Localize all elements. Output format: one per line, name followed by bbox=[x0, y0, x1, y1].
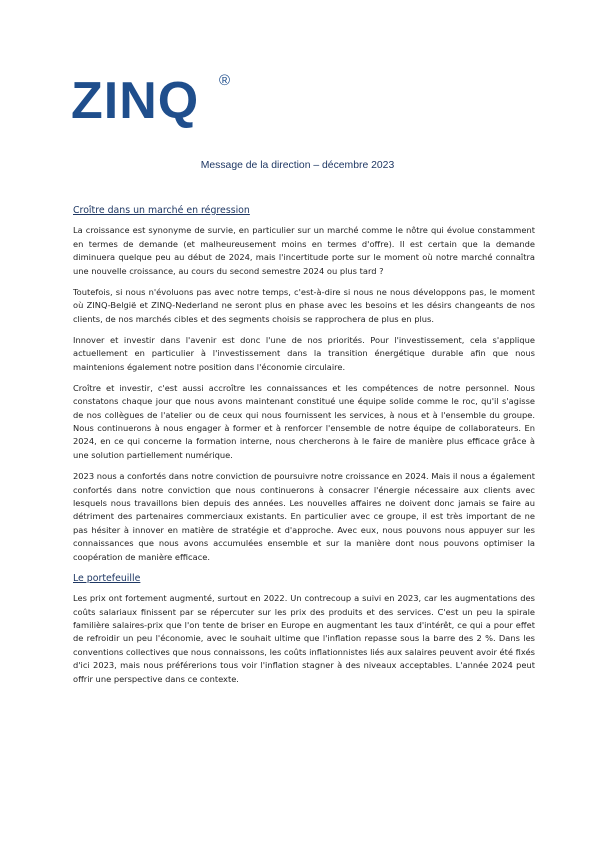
zinq-logo bbox=[71, 72, 200, 130]
paragraph: Croître et investir, c'est aussi accroître les connaissances et les compétences de notre personnel. Nous constatons chaque jour que nous avons maintenant constitué une équipe solide comme le roc, qu'il s'agisse de nos collègues de l'atelier ou de ceux qui nous fournissent les services, à nous et à l'ensemble du groupe. Nous continuerons à nous engager à former et à renforcer l'ensemble de notre équipe de collaborateurs. En 2024, en ce qui concerne la formation interne, nous chercherons à le faire de manière plus efficace grâce à une solution partiellement numérique. bbox=[73, 382, 535, 460]
paragraph: La croissance est synonyme de survie, en particulier sur un marché comme le nôtre qui évolue constamment en termes de demande (et malheureusement moins en termes d'offre). Il est certain que la demande diminuera quelque peu au début de 2024, mais l'incertitude porte sur le moment où notre marché connaîtra une nouvelle croissance, au cours du second semestre 2024 ou plus tard ? bbox=[73, 225, 535, 276]
document-body bbox=[73, 204, 535, 694]
logo-text: ZINQ bbox=[71, 72, 200, 130]
section-heading: Le portefeuille bbox=[73, 572, 141, 584]
registered-mark: ® bbox=[219, 72, 231, 89]
paragraph: 2023 nous a confortés dans notre conviction de poursuivre notre croissance en 2024. Mais il nous a également confortés dans notre conviction que nous continuerons à consacrer l'énergie nécessaire aux clients avec lesquels nous travaillons bien depuis des années. Les nouvelles affaires ne doivent donc jamais se faire au détriment des partenaires commerciaux existants. En particulier avec ce groupe, il est très important de ne pas hésiter à innover en matière de stratégie et d'approche. Avec eux, nous pouvons nous appuyer sur les connaissances que nous avons accumulées ensemble et sur la manière dont nous pouvons optimiser la coopération de manière efficace. bbox=[73, 471, 535, 562]
section-heading: Croître dans un marché en régression bbox=[73, 205, 250, 216]
paragraph: Toutefois, si nous n'évoluons pas avec notre temps, c'est-à-dire si nous ne nous développons pas, le moment où ZINQ-België et ZINQ-Nederland ne seront plus en phase avec les besoins et les désirs changeants de nos clients, de nos marchés cibles et des segments choisis se rapprochera de plus en plus. bbox=[73, 286, 535, 324]
paragraph: Innover et investir dans l'avenir est donc l'une de nos priorités. Pour l'investissement, cela s'applique actuellement en particulier à l'investissement dans la transition énergétique durable afin que nous maintenions également notre position dans l'économie circulaire. bbox=[73, 334, 535, 372]
document-title: Message de la direction – décembre 2023 bbox=[200, 160, 395, 171]
paragraph: Les prix ont fortement augmenté, surtout en 2022. Un contrecoup a suivi en 2023, car les augmentations des coûts salariaux finissent par se répercuter sur les prix des produits et des services. C'est un peu la spirale familière salaires-prix que l'on tente de briser en Europe en augmentant les taux d'intérêt, ce qui a pour effet de refroidir un peu l'économie, avec le souhait ultime que l'inflation repasse sous la barre des 2 %. Dans les conventions collectives que nous connaissons, les coûts inflationnistes liés aux salaires peuvent avoir été fixés d'ici 2023, mais nous préférerions tous voir l'inflation stagner à des niveaux acceptables. L'année 2024 peut offrir une perspective dans ce contexte. bbox=[73, 593, 535, 684]
